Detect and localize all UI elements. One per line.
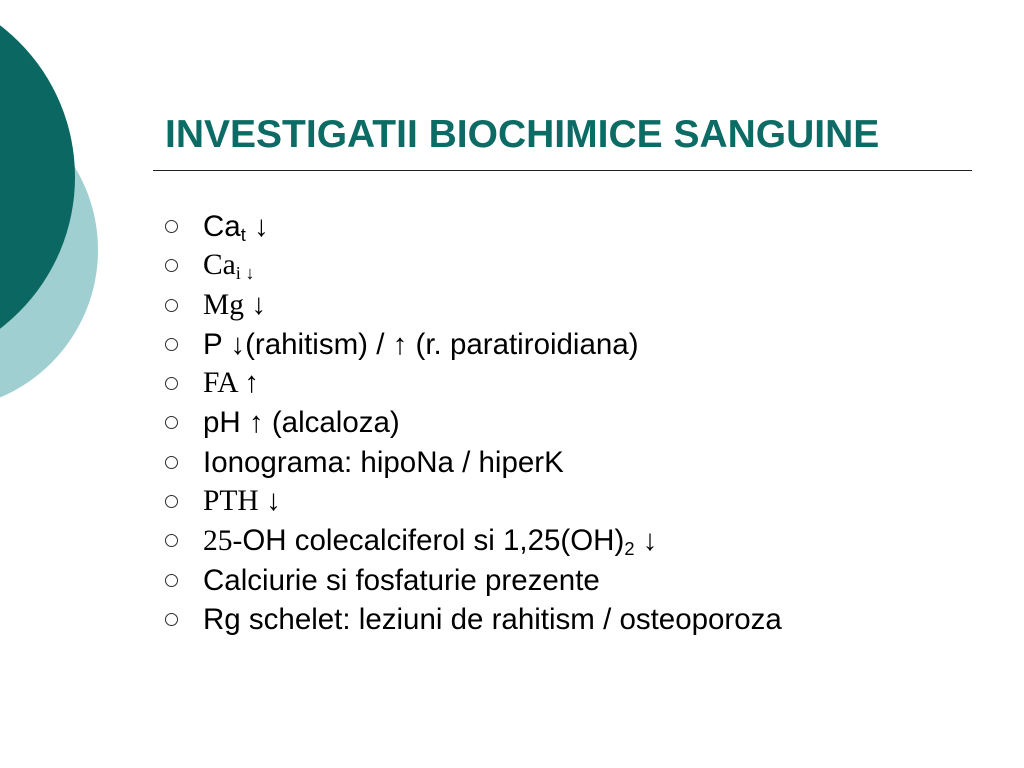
bullet-text: Mg ↓	[203, 288, 267, 321]
bullet-prefix: 25-	[203, 525, 243, 558]
bullet-item	[0, 246, 1024, 285]
bullet-item	[0, 286, 1024, 325]
hollow-circle-bullet-icon	[165, 534, 178, 547]
slide-title: INVESTIGATII BIOCHIMICE SANGUINE	[165, 113, 880, 156]
hollow-circle-bullet-icon	[165, 495, 178, 508]
bullet-list	[0, 207, 1024, 639]
bullet-text: PTH ↓	[203, 485, 281, 518]
bullet-after: ↓	[245, 210, 269, 243]
bullet-item	[0, 561, 1024, 600]
bullet-item	[0, 364, 1024, 403]
bullet-item	[0, 521, 1024, 560]
bullet-text: Ionograma: hipoNa / hiperK	[203, 445, 564, 479]
bullet-item	[0, 443, 1024, 482]
hollow-circle-bullet-icon	[165, 574, 178, 587]
bullet-item	[0, 403, 1024, 442]
bullet-text: Calciurie si fosfaturie prezente	[203, 563, 600, 597]
bullet-text: FA ↑	[203, 367, 260, 400]
bullet-main: Ca	[203, 249, 236, 282]
hollow-circle-bullet-icon	[165, 456, 178, 469]
hollow-circle-bullet-icon	[165, 338, 178, 351]
bullet-text	[203, 521, 657, 561]
bullet-main: Ca	[203, 210, 241, 243]
bullet-text: Rg schelet: leziuni de rahitism / osteoporoza	[203, 602, 782, 636]
bullet-text	[203, 246, 255, 285]
bullet-main: OH colecalciferol si 1,25(OH)	[242, 524, 625, 558]
title-divider	[153, 170, 972, 171]
hollow-circle-bullet-icon	[165, 259, 178, 272]
bullet-item	[0, 207, 1024, 246]
bullet-item	[0, 325, 1024, 364]
bullet-after: ↓	[634, 524, 658, 558]
bullet-subscript: t	[240, 224, 246, 246]
hollow-circle-bullet-icon	[165, 377, 178, 390]
hollow-circle-bullet-icon	[165, 220, 178, 233]
bullet-item	[0, 600, 1024, 639]
bullet-text: pH ↑ (alcaloza)	[203, 406, 400, 440]
hollow-circle-bullet-icon	[165, 299, 178, 312]
bullet-text	[203, 207, 269, 246]
bullet-item	[0, 482, 1024, 521]
bullet-subscript: i ↓	[235, 263, 255, 284]
hollow-circle-bullet-icon	[165, 416, 178, 429]
hollow-circle-bullet-icon	[165, 613, 178, 626]
bullet-text: P ↓(rahitism) / ↑ (r. paratiroidiana)	[203, 327, 639, 361]
bullet-subscript: 2	[624, 538, 635, 560]
